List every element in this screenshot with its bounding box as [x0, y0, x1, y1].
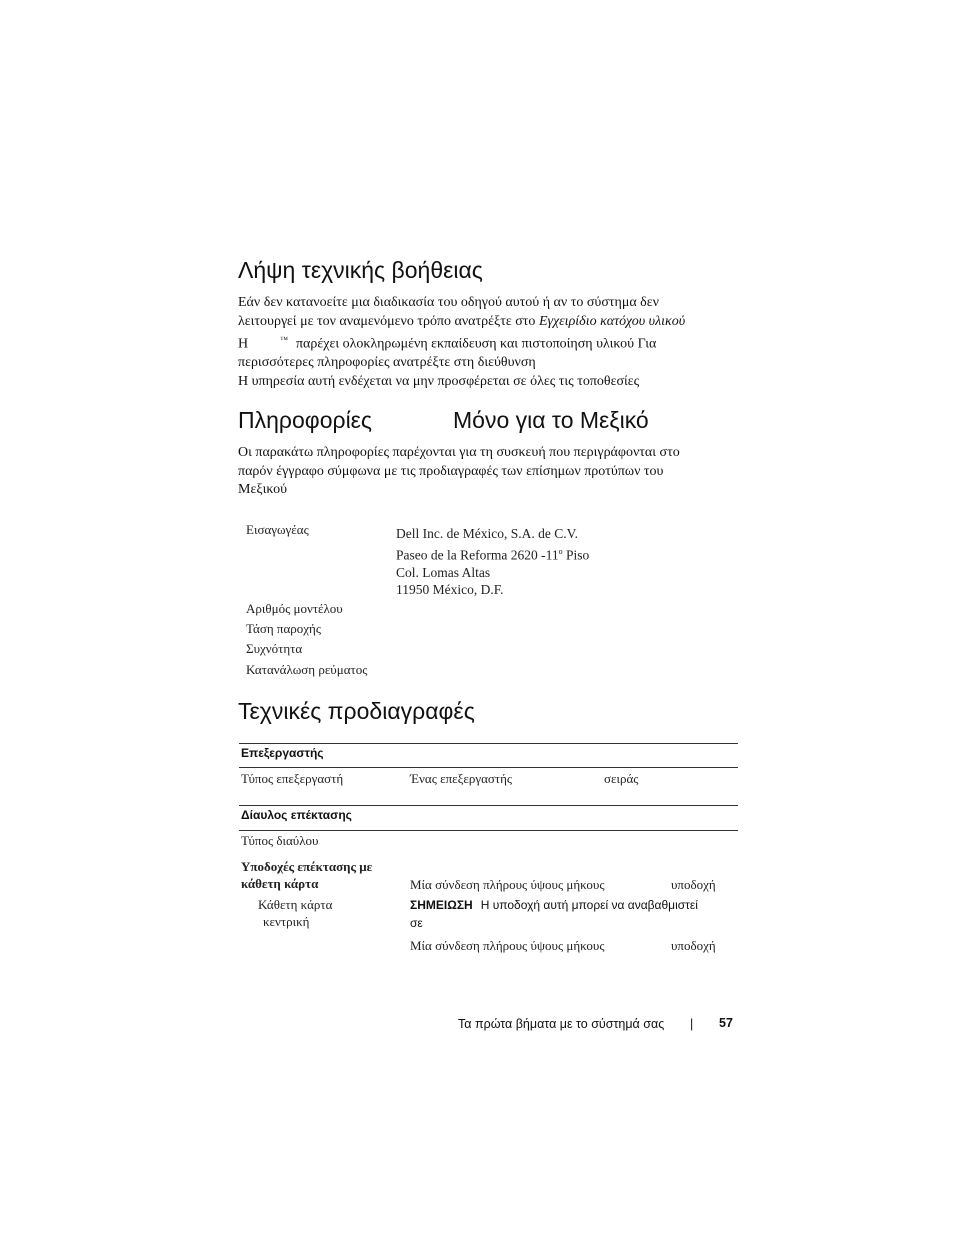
processor-type-value: Ένας επεξεργαστής [410, 771, 513, 786]
paragraph-line: παρόν έγγραφο σύμφωνα με τις προδιαγραφές των επίσημων προτύπων του [238, 463, 664, 479]
paragraph-text: παρέχει ολοκληρωμένη εκπαίδευση και πιστοποίηση υλικού Για [295, 336, 657, 352]
current-consumption-label: Κατανάλωση ρεύματος [246, 662, 368, 677]
hardware-owners-manual-title: Εγχειρίδιο κατόχου υλικού [538, 313, 686, 329]
model-number-label: Αριθμός μοντέλου [246, 601, 343, 616]
paragraph-text: Η [238, 336, 249, 352]
importer-address-line: Col. Lomas Altas [396, 564, 491, 580]
importer-address-text: Piso [562, 547, 590, 562]
note-label: ΣΗΜΕΙΩΣΗ [410, 898, 473, 912]
paragraph-line [238, 313, 758, 332]
vertical-card-label-line: κεντρική [263, 914, 310, 929]
heading-technical-assistance: Λήψη τεχνικής βοήθειας [238, 257, 483, 283]
supply-voltage-label: Τάση παροχής [246, 621, 321, 636]
paragraph-text: λειτουργεί με τον αναμενόμενο τρόπο ανατρέξτε στο [238, 313, 539, 329]
trademark-symbol: ™ [280, 335, 288, 344]
technical-assistance-paragraph [238, 294, 758, 391]
note-line: σε [410, 916, 423, 930]
footer-separator: | [690, 1017, 694, 1031]
riser-slots-label [241, 858, 372, 892]
paragraph-line [238, 331, 758, 354]
slot-value-1-suffix: υποδοχή [671, 877, 716, 892]
vertical-card-label [258, 896, 332, 930]
slot-value-2-suffix: υποδοχή [671, 938, 716, 953]
note-line [410, 896, 698, 914]
table-rule [239, 743, 738, 744]
importer-address-line: Dell Inc. de México, S.A. de C.V. [396, 526, 578, 541]
note-text: Η υποδοχή αυτή μπορεί να αναβαθμιστεί [480, 898, 698, 912]
vertical-card-label-line: Κάθετη κάρτα [258, 897, 333, 912]
table-rule [239, 805, 738, 806]
paragraph-line: Οι παρακάτω πληροφορίες παρέχονται για τη συσκευή που περιγράφονται στο [238, 445, 680, 460]
paragraph-line: Μεξικού [238, 482, 288, 497]
note-block [410, 896, 698, 932]
importer-label: Εισαγωγέας [246, 522, 309, 537]
paragraph-line: Εάν δεν κατανοείτε μια διαδικασία του οδηγού αυτού ή αν το σύστημα δεν [238, 295, 659, 310]
processor-type-label: Τύπος επεξεργαστή [241, 771, 344, 786]
paragraph-line: περισσότερες πληροφορίες ανατρέξτε στη διεύθυνση [238, 355, 536, 371]
heading-technical-specifications: Τεχνικές προδιαγραφές [238, 698, 475, 724]
processor-series-label: σειράς [604, 771, 639, 786]
riser-slots-label-line: κάθετη κάρτα [241, 876, 319, 891]
expansion-bus-section-header: Δίαυλος επέκτασης [241, 808, 352, 822]
footer-title: Τα πρώτα βήματα με το σύστημά σας [458, 1017, 665, 1031]
importer-address [396, 525, 589, 599]
riser-slots-label-line: Υποδοχές επέκτασης με [241, 859, 373, 874]
page-number: 57 [719, 1016, 733, 1030]
processor-section-header: Επεξεργαστής [241, 746, 324, 760]
frequency-label: Συχνότητα [246, 641, 303, 656]
superscript-o: o [558, 546, 563, 556]
table-rule [239, 767, 738, 768]
importer-address-text: Paseo de la Reforma 2620 -11 [396, 547, 559, 562]
bus-type-label: Τύπος διαύλου [241, 833, 319, 848]
heading-mexico-info-part2: Μόνο για το Μεξικό [453, 407, 649, 433]
slot-value-2: Μία σύνδεση πλήρους ύψους μήκους [410, 938, 605, 953]
paragraph-line: Η υπηρεσία αυτή ενδέχεται να μην προσφέρεται σε όλες τις τοποθεσίες [238, 373, 640, 389]
importer-address-line [396, 543, 589, 564]
table-rule [239, 830, 738, 831]
slot-value-1: Μία σύνδεση πλήρους ύψους μήκους [410, 877, 605, 892]
heading-mexico-info-part1: Πληροφορίες [238, 407, 373, 433]
mexico-info-paragraph [238, 444, 758, 500]
importer-address-line: 11950 México, D.F. [396, 582, 504, 597]
